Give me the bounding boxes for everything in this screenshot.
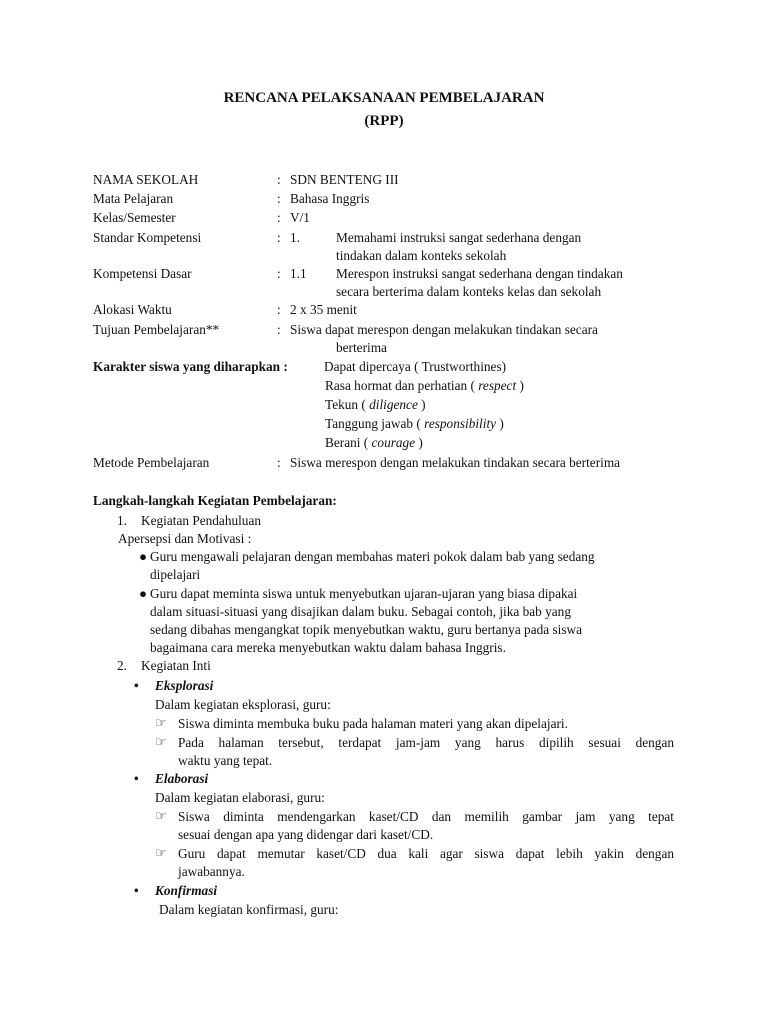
document-title: RENCANA PELAKSANAAN PEMBELAJARAN — [223, 90, 545, 106]
info-label: Alokasi Waktu — [93, 302, 172, 317]
bullet-icon: ● — [139, 586, 148, 601]
pointing-hand-icon: ☞ — [155, 735, 167, 750]
info-colon: : — [277, 172, 281, 187]
eksplorasi-item-cont: waktu yang tepat. — [178, 753, 273, 768]
info-value-cont: tindakan dalam konteks sekolah — [336, 248, 507, 263]
elaborasi-item: Siswa diminta mendengarkan kaset/CD dan memilih gambar jam yang tepat — [178, 809, 674, 824]
info-label: Standar Kompetensi — [93, 230, 202, 245]
info-value: Siswa dapat merespon dengan melakukan tindakan secara — [290, 322, 598, 337]
pointing-hand-icon: ☞ — [155, 716, 167, 731]
karakter-label: Karakter siswa yang diharapkan : — [93, 359, 288, 374]
metode-label: Metode Pembelajaran — [93, 455, 210, 470]
info-value-cont: berterima — [336, 340, 387, 355]
karakter-item: Tanggung jawab ( responsibility ) — [325, 416, 504, 431]
bullet-dot-icon: • — [134, 771, 139, 786]
info-colon: : — [277, 191, 281, 206]
info-value: Bahasa Inggris — [290, 191, 370, 206]
konfirmasi-title: Konfirmasi — [155, 883, 218, 898]
karakter-item: Dapat dipercaya ( Trustworthines) — [324, 359, 507, 374]
bullet-dot-icon: • — [134, 678, 139, 693]
inti-title: Kegiatan Inti — [141, 658, 211, 673]
info-value-cont: secara berterima dalam konteks kelas dan sekolah — [336, 284, 602, 299]
bullet-dot-icon: • — [134, 883, 139, 898]
langkah-heading: Langkah-langkah Kegiatan Pembelajaran: — [93, 493, 337, 508]
pendahuluan-bullet-text: Guru mengawali pelajaran dengan membahas materi pokok dalam bab yang sedang — [150, 549, 595, 564]
elaborasi-item-cont: jawabannya. — [178, 864, 245, 879]
document-subtitle: (RPP) — [364, 113, 404, 129]
pendahuluan-title: Kegiatan Pendahuluan — [141, 513, 262, 528]
metode-value: Siswa merespon dengan melakukan tindakan secara berterima — [290, 455, 621, 470]
pointing-hand-icon: ☞ — [155, 809, 167, 824]
elaborasi-intro: Dalam kegiatan elaborasi, guru: — [155, 790, 325, 805]
info-label: Mata Pelajaran — [93, 191, 174, 206]
inti-number: 2. — [117, 658, 127, 673]
info-value: Merespon instruksi sangat sederhana dengan tindakan — [336, 266, 623, 281]
info-number: 1.1 — [290, 266, 307, 281]
elaborasi-item-cont: sesuai dengan apa yang didengar dari kaset/CD. — [178, 827, 434, 842]
pointing-hand-icon: ☞ — [155, 846, 167, 861]
info-colon: : — [277, 266, 281, 281]
info-label: NAMA SEKOLAH — [93, 172, 199, 187]
info-value: 2 x 35 menit — [290, 302, 357, 317]
info-number: 1. — [290, 230, 300, 245]
eksplorasi-item: Siswa diminta membuka buku pada halaman materi yang akan dipelajari. — [178, 716, 568, 731]
eksplorasi-intro: Dalam kegiatan eksplorasi, guru: — [155, 697, 331, 712]
info-value: Memahami instruksi sangat sederhana dengan — [336, 230, 582, 245]
info-colon: : — [277, 230, 281, 245]
info-colon: : — [277, 302, 281, 317]
info-label: Tujuan Pembelajaran** — [93, 322, 220, 337]
apersepsi-label: Apersepsi dan Motivasi : — [118, 531, 252, 546]
pendahuluan-bullet-text: Guru dapat meminta siswa untuk menyebutkan ujaran-ujaran yang biasa dipakai — [150, 586, 578, 601]
pendahuluan-bullet-text: dipelajari — [150, 567, 201, 582]
eksplorasi-item: Pada halaman tersebut, terdapat jam-jam yang harus dipilih sesuai dengan — [178, 735, 674, 750]
eksplorasi-title: Eksplorasi — [155, 678, 214, 693]
pendahuluan-bullet-text: dalam situasi-situasi yang disajikan dalam buku. Sebagai contoh, jika bab yang — [150, 604, 571, 619]
karakter-item: Tekun ( diligence ) — [325, 397, 426, 412]
metode-colon: : — [277, 455, 281, 470]
pendahuluan-number: 1. — [117, 513, 127, 528]
elaborasi-item: Guru dapat memutar kaset/CD dua kali agar siswa dapat lebih yakin dengan — [178, 846, 674, 861]
bullet-icon: ● — [139, 549, 148, 564]
info-value: SDN BENTENG III — [290, 172, 399, 187]
pendahuluan-bullet-text: bagaimana cara mereka menyebutkan waktu dalam bahasa Inggris. — [150, 640, 506, 655]
info-label: Kelas/Semester — [93, 210, 176, 225]
pendahuluan-bullet-text: sedang dibahas mengangkat topik menyebutkan waktu, guru bertanya pada siswa — [150, 622, 583, 637]
elaborasi-title: Elaborasi — [155, 771, 209, 786]
karakter-item: Rasa hormat dan perhatian ( respect ) — [325, 378, 524, 393]
info-value: V/1 — [290, 210, 310, 225]
info-label: Kompetensi Dasar — [93, 266, 192, 281]
konfirmasi-intro: Dalam kegiatan konfirmasi, guru: — [159, 902, 339, 917]
karakter-item: Berani ( courage ) — [325, 435, 423, 450]
info-colon: : — [277, 210, 281, 225]
info-colon: : — [277, 322, 281, 337]
